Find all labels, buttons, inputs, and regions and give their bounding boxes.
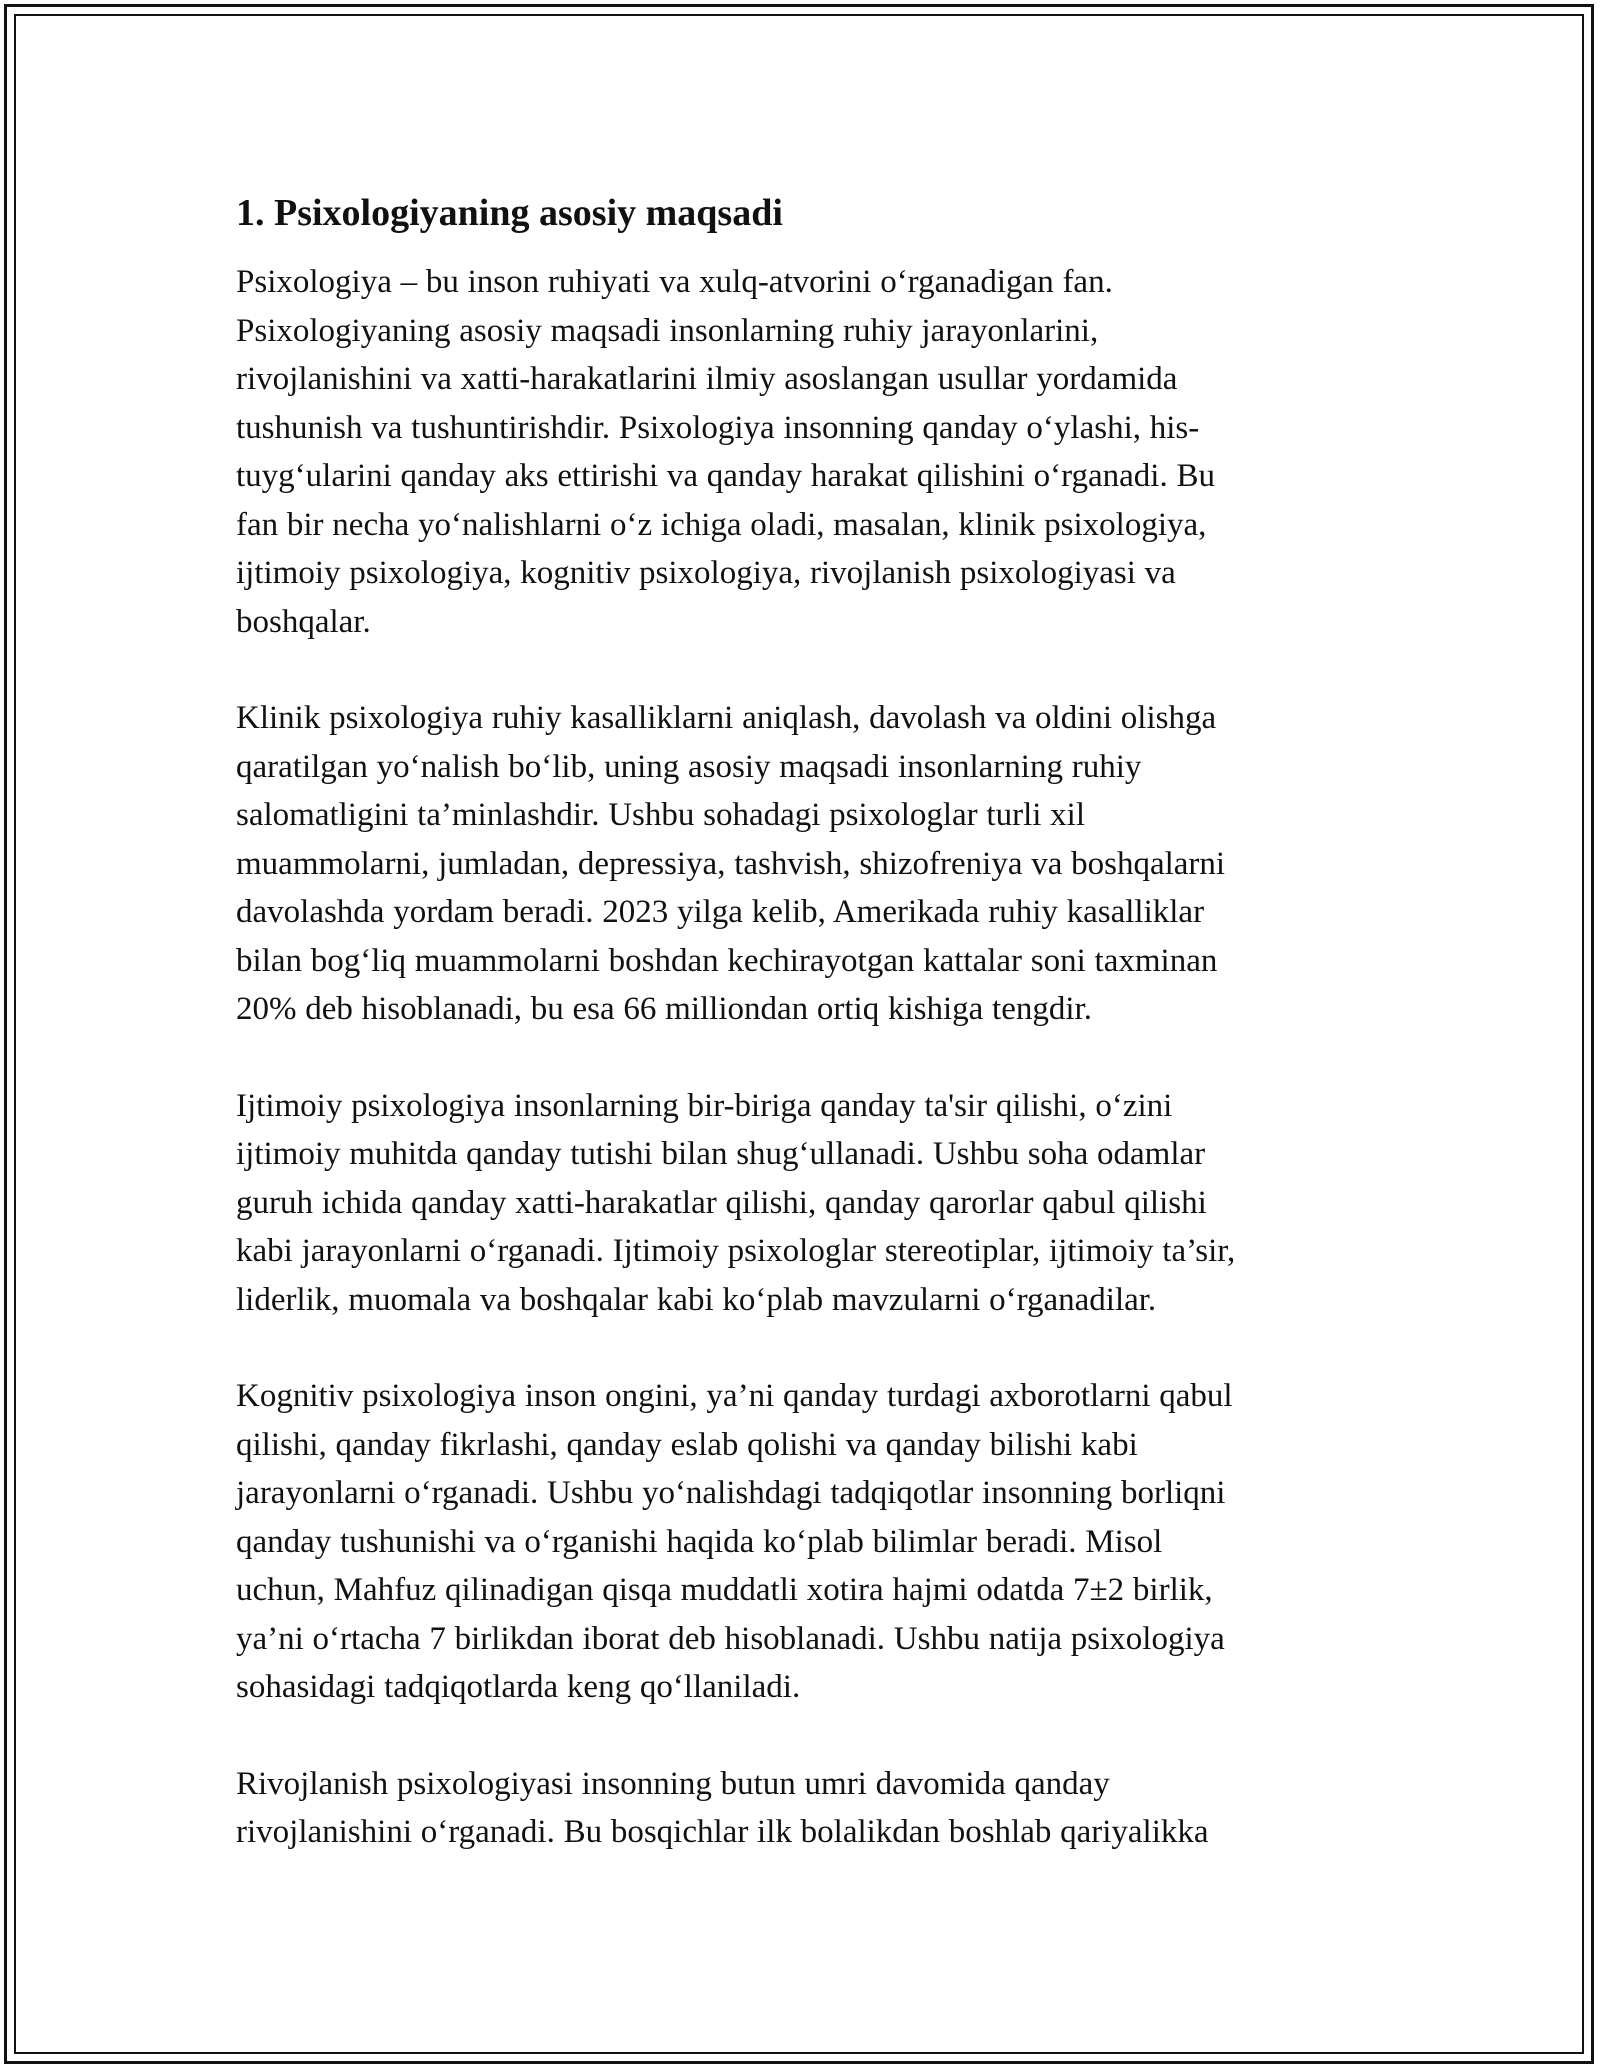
text-line: Klinik psixologiya ruhiy kasalliklarni aniqlash, davolash va oldini olishga xyxy=(236,700,1217,736)
text-line: rivojlanishini va xatti-harakatlarini ilmiy asoslangan usullar yordamida xyxy=(236,361,1178,397)
text-line: tuyg‘ularini qanday aks ettirishi va qanday harakat qilishini o‘rganadi. Bu xyxy=(236,458,1215,494)
text-line: qaratilgan yo‘nalish bo‘lib, uning asosiy maqsadi insonlarning ruhiy xyxy=(236,748,1142,785)
text-line: 20% deb hisoblanadi, bu esa 66 milliondan ortiq kishiga tengdir. xyxy=(236,991,1092,1027)
text-line: ijtimoiy muhitda qanday tutishi bilan shug‘ullanadi. Ushbu soha odamlar xyxy=(236,1136,1206,1172)
text-line: jarayonlarni o‘rganadi. Ushbu yo‘nalishdagi tadqiqotlar insonning borliqni xyxy=(236,1475,1226,1511)
text-line: tushunish va tushuntirishdir. Psixologiya insonning qanday o‘ylashi, his- xyxy=(236,409,1200,446)
text-line: uchun, Mahfuz qilinadigan qisqa muddatli xotira hajmi odatda 7±2 birlik, xyxy=(236,1572,1213,1608)
text-line: boshqalar. xyxy=(236,603,371,640)
text-line: ijtimoiy psixologiya, kognitiv psixologiya, rivojlanish psixologiyasi va xyxy=(236,555,1176,591)
text-line: fan bir necha yo‘nalishlarni o‘z ichiga oladi, masalan, klinik psixologiya, xyxy=(236,506,1207,543)
text-line: Ijtimoiy psixologiya insonlarning bir-biriga qanday ta'sir qilishi, o‘zini xyxy=(236,1087,1173,1124)
text-line: Kognitiv psixologiya inson ongini, ya’ni qanday turdagi axborotlarni qabul xyxy=(236,1378,1233,1414)
text-line: qilishi, qanday fikrlashi, qanday eslab qolishi va qanday bilishi kabi xyxy=(236,1426,1138,1463)
text-line: liderlik, muomala va boshqalar kabi ko‘plab mavzularni o‘rganadilar. xyxy=(236,1281,1157,1318)
text-line: salomatligini ta’minlashdir. Ushbu sohadagi psixologlar turli xil xyxy=(236,797,1085,833)
text-line: kabi jarayonlarni o‘rganadi. Ijtimoiy psixologlar stereotiplar, ijtimoiy ta’sir, xyxy=(236,1233,1236,1269)
text-line: qanday tushunishi va o‘rganishi haqida ko‘plab bilimlar beradi. Misol xyxy=(236,1523,1163,1560)
document-body xyxy=(236,190,1366,1905)
paragraph xyxy=(236,1372,1366,1712)
text-line: ya’ni o‘rtacha 7 birlikdan iborat deb hisoblanadi. Ushbu natija psixologiya xyxy=(236,1620,1225,1657)
text-line: guruh ichida qanday xatti-harakatlar qilishi, qanday qarorlar qabul qilishi xyxy=(236,1184,1207,1221)
section-heading: 1. Psixologiyaning asosiy maqsadi xyxy=(236,192,783,234)
text-line: bilan bog‘liq muammolarni boshdan kechirayotgan kattalar soni taxminan xyxy=(236,942,1218,979)
text-line: sohasidagi tadqiqotlarda keng qo‘llaniladi. xyxy=(236,1669,801,1705)
text-line: muammolarni, jumladan, depressiya, tashvish, shizofreniya va boshqalarni xyxy=(236,845,1226,882)
paragraph xyxy=(236,258,1366,646)
text-line: Psixologiyaning asosiy maqsadi insonlarning ruhiy jarayonlarini, xyxy=(236,312,1099,349)
paragraph-list xyxy=(236,258,1366,1857)
text-line: Rivojlanish psixologiyasi insonning butun umri davomida qanday xyxy=(236,1765,1110,1802)
text-line: Psixologiya – bu inson ruhiyati va xulq-atvorini o‘rganadigan fan. xyxy=(236,264,1113,300)
text-line: rivojlanishini o‘rganadi. Bu bosqichlar ilk bolalikdan boshlab qariyalikka xyxy=(236,1814,1209,1850)
paragraph xyxy=(236,1760,1366,1857)
paragraph xyxy=(236,694,1366,1034)
text-line: davolashda yordam beradi. 2023 yilga kelib, Amerikada ruhiy kasalliklar xyxy=(236,894,1205,930)
paragraph xyxy=(236,1082,1366,1325)
